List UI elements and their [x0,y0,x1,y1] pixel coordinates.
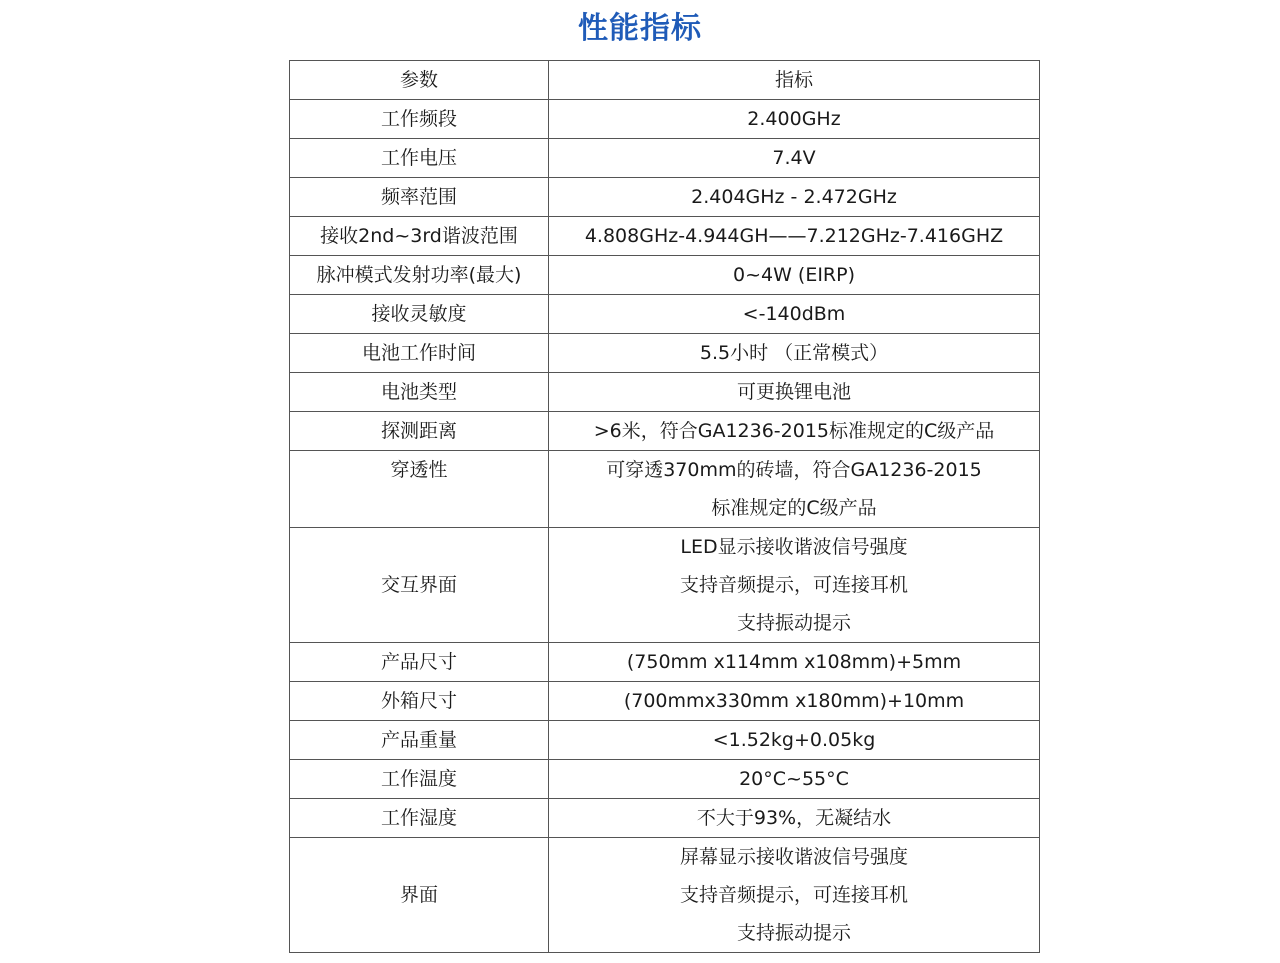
value-line: (750mm x114mm x108mm)+5mm [626,651,962,673]
param-cell: 交互界面 [290,528,549,643]
value-line: 可穿透370mm的砖墙，符合GA1236-2015 [606,459,982,481]
value-cell [549,217,1040,256]
value-cell [549,256,1040,295]
table-row [290,100,1040,139]
table-row [290,412,1040,451]
param-cell: 频率范围 [290,178,549,217]
value-line: 屏幕显示接收谐波信号强度 [679,846,908,868]
param-cell: 产品尺寸 [290,643,549,682]
value-line: 支持音频提示，可连接耳机 [679,884,908,906]
param-cell: 脉冲模式发射功率(最大) [290,256,549,295]
value-cell [549,643,1040,682]
value-line: 4.808GHz-4.944GH——7.212GHz-7.416GHZ [584,225,1004,247]
value-line: <1.52kg+0.05kg [712,729,876,751]
value-cell [549,295,1040,334]
spec-table [289,60,1040,953]
value-line: <-140dBm [742,303,846,325]
param-cell: 工作湿度 [290,799,549,838]
value-cell [549,682,1040,721]
param-cell: 探测距离 [290,412,549,451]
table-row [290,334,1040,373]
param-cell: 工作频段 [290,100,549,139]
value-cell [549,721,1040,760]
value-cell [549,799,1040,838]
value-line: LED显示接收谐波信号强度 [680,536,908,558]
column-header-value: 指标 [549,61,1040,100]
value-cell [549,838,1040,953]
table-row [290,721,1040,760]
value-cell [549,373,1040,412]
param-cell: 穿透性 [290,451,549,528]
table-row [290,295,1040,334]
value-line: 不大于93%，无凝结水 [696,807,892,829]
param-cell: 电池工作时间 [290,334,549,373]
param-cell: 工作电压 [290,139,549,178]
value-cell [549,139,1040,178]
value-line: 支持振动提示 [736,612,851,634]
table-row [290,682,1040,721]
table-row [290,256,1040,295]
value-line: 支持音频提示，可连接耳机 [679,574,908,596]
table-row [290,139,1040,178]
table-row [290,528,1040,643]
table-header-row [290,61,1040,100]
value-cell [549,412,1040,451]
value-line: 20°C~55°C [739,768,849,790]
value-cell [549,100,1040,139]
value-line: >6米，符合GA1236-2015标准规定的C级产品 [593,420,995,442]
value-line: 可更换锂电池 [736,381,851,403]
param-cell: 接收灵敏度 [290,295,549,334]
column-header-param: 参数 [290,61,549,100]
value-cell [549,451,1040,528]
table-row [290,838,1040,953]
value-cell [549,528,1040,643]
table-row [290,373,1040,412]
param-cell: 产品重量 [290,721,549,760]
table-row [290,217,1040,256]
param-cell: 外箱尺寸 [290,682,549,721]
param-cell: 电池类型 [290,373,549,412]
table-row [290,760,1040,799]
value-cell [549,178,1040,217]
value-cell [549,760,1040,799]
value-line: 标准规定的C级产品 [711,497,877,519]
page-title: 性能指标 [578,11,702,46]
param-cell: 接收2nd~3rd谐波范围 [290,217,549,256]
value-line: 支持振动提示 [736,922,851,944]
table-row [290,178,1040,217]
value-line: 7.4V [772,147,816,169]
value-line: 2.400GHz [747,108,841,130]
table-row [290,799,1040,838]
table-row [290,451,1040,528]
value-line: 2.404GHz - 2.472GHz [691,186,897,208]
value-line: (700mmx330mm x180mm)+10mm [623,690,965,712]
param-cell: 工作温度 [290,760,549,799]
value-cell [549,334,1040,373]
value-line: 0~4W (EIRP) [732,264,855,286]
table-body [290,100,1040,953]
value-line: 5.5小时 （正常模式） [699,342,889,364]
param-cell: 界面 [290,838,549,953]
table-row [290,643,1040,682]
